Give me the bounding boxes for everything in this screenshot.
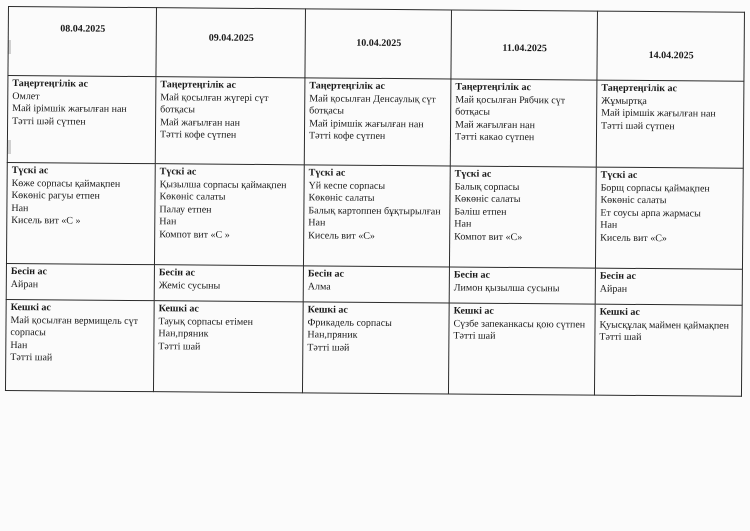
meal-title: Таңертеңгілік ас [12,78,89,90]
dish-item: Омлет [12,90,40,102]
lunch-row [6,162,743,269]
meal-title: Бесін ас [599,270,637,282]
dish-item: Жеміс сусыны [158,279,221,292]
meal-title: Түскі ас [11,165,49,177]
dish-item: Көже сорпасы қаймақпен [11,177,121,190]
dish-item: Айран [10,278,39,290]
meal-title: Кешкі ас [158,303,199,315]
dish-item: Қуысқұлақ маймен қаймақпен [599,319,730,332]
dish-item: Нан [10,339,28,351]
dinner-row [5,299,742,396]
meal-title: Таңертеңгілік ас [309,80,386,92]
dish-item: Май жағылған нан [455,119,535,131]
meal-cell [595,167,743,269]
meal-cell [303,165,450,267]
dish-item: Фрикадель сорпасы [307,316,392,329]
dish-item: Ет соусы арпа жармасы [600,207,701,219]
dish-item: Тәтті шай [599,331,642,343]
dish-item: Тәтті шай [158,340,201,353]
meal-title: Түскі ас [159,166,197,178]
date-header [451,10,598,80]
date-label: 08.04.2025 [60,23,106,35]
dish-item: Көкөніс салаты [159,191,226,203]
snack-row [6,263,742,305]
meal-title: Бесін ас [10,266,48,278]
meal-cell [596,80,744,168]
meal-cell [154,265,303,302]
date-header [305,9,452,79]
date-label: 14.04.2025 [648,49,694,62]
meal-cell [448,303,595,395]
dish-item: Нан,пряник [307,329,358,341]
dish-item: Тәтті кофе сүтпен [308,130,386,142]
dish-item: Нан,пряник [158,328,209,340]
dish-item: Компот вит «С » [159,228,230,241]
dish-item: Үй кеспе сорпасы [308,179,386,192]
dish-item: Көкөніс салаты [600,194,667,207]
meal-cell [595,268,742,305]
dish-item: Май қосылған Рябчик сүт ботқасы [455,94,566,118]
dish-item: Тәтті кофе сүтпен [159,129,237,141]
dish-item: Май жағылған нан [160,116,241,129]
date-header [597,11,745,81]
dish-item: Айран [599,283,628,295]
meal-title: Бесін ас [158,267,196,279]
date-label: 09.04.2025 [208,32,254,44]
meal-title: Бесін ас [307,268,345,280]
dish-item: Май ірімшік жағылған нан [601,107,716,120]
dish-item: Қызылша сорпасы қаймақпен [159,178,287,191]
dish-item: Май қосылған жүгері сүт ботқасы [160,91,269,116]
meal-title: Кешкі ас [453,305,494,317]
meal-cell [303,266,449,303]
meal-cell [155,77,305,165]
dish-item: Бәліш етпен [454,206,507,218]
dish-item: Тәтті шәй [307,341,350,354]
meal-cell [594,304,742,396]
dish-item: Тауық сорпасы етімен [158,315,254,328]
meal-title: Кешкі ас [599,306,640,318]
meal-cell [450,79,597,167]
meal-title: Кешкі ас [307,304,348,316]
dish-item: Нан [11,202,29,214]
meal-cell [7,76,156,164]
meal-cell [304,78,451,166]
dish-item: Палау етпен [159,203,212,216]
date-header [156,8,306,78]
dish-item: Тәтті шай [10,352,53,364]
dish-item: Борщ сорпасы қаймақпен [600,182,710,195]
dish-item: Кисель вит «С» [600,232,667,244]
dish-item: Нан [454,218,472,230]
dish-item: Тәтті шәй сүтпен [601,120,675,132]
dish-item: Көкөніс салаты [308,192,375,204]
dish-item: Нан [600,219,618,231]
meal-title: Түскі ас [454,168,492,180]
meal-title: Таңертеңгілік ас [160,79,237,91]
dish-item: Май қосылған Денсаулық сүт ботқасы [309,92,436,117]
dish-item: Көкөніс рагуы етпен [11,190,100,202]
menu-sheet [5,6,744,434]
dish-item: Нан [308,217,326,229]
dish-item: Тәтті шәй сүтпен [12,115,86,128]
meal-cell [5,299,154,391]
dish-item: Кисель вит «С» [308,229,375,242]
meal-cell [449,166,596,268]
dish-item: Балық сорпасы [454,181,520,193]
meal-title: Бесін ас [453,269,491,281]
meal-title: Таңертеңгілік ас [601,82,677,95]
date-label: 10.04.2025 [356,37,402,49]
breakfast-row [7,76,744,169]
meal-cell [302,302,449,394]
dish-item: Май ірімшік жағылған нан [309,117,424,130]
meal-cell [154,164,304,266]
meal-cell [6,162,155,264]
dish-item: Нан [159,216,177,228]
meal-cell [449,267,595,304]
dish-item: Алма [307,280,331,293]
dish-item: Май ірімшік жағылған нан [12,103,127,115]
weekly-menu-table [5,6,745,397]
meal-title: Таңертеңгілік ас [455,81,531,94]
dish-item: Көкөніс салаты [454,193,521,206]
dish-item: Тәтті какао сүтпен [454,131,535,144]
date-header-row [8,7,745,82]
dish-item: Тәтті шай [453,330,496,342]
dish-item: Сүзбе запеканкасы қою сүтпен [453,318,586,331]
meal-title: Түскі ас [600,169,638,181]
date-header [8,7,157,77]
meal-cell [6,263,154,300]
dish-item: Май қосылған вермищель сүт сорпасы [10,314,139,339]
date-label: 11.04.2025 [502,42,547,54]
meal-title: Кешкі ас [10,302,51,314]
dish-item: Жұмыртқа [601,95,647,107]
meal-cell [153,301,303,393]
dish-item: Балық картоппен бұқтырылған [308,204,441,217]
dish-item: Лимон қызылша сусыны [453,282,560,294]
meal-title: Түскі ас [308,167,346,179]
dish-item: Кисель вит «С » [11,215,81,227]
dish-item: Компот вит «С» [454,231,523,243]
